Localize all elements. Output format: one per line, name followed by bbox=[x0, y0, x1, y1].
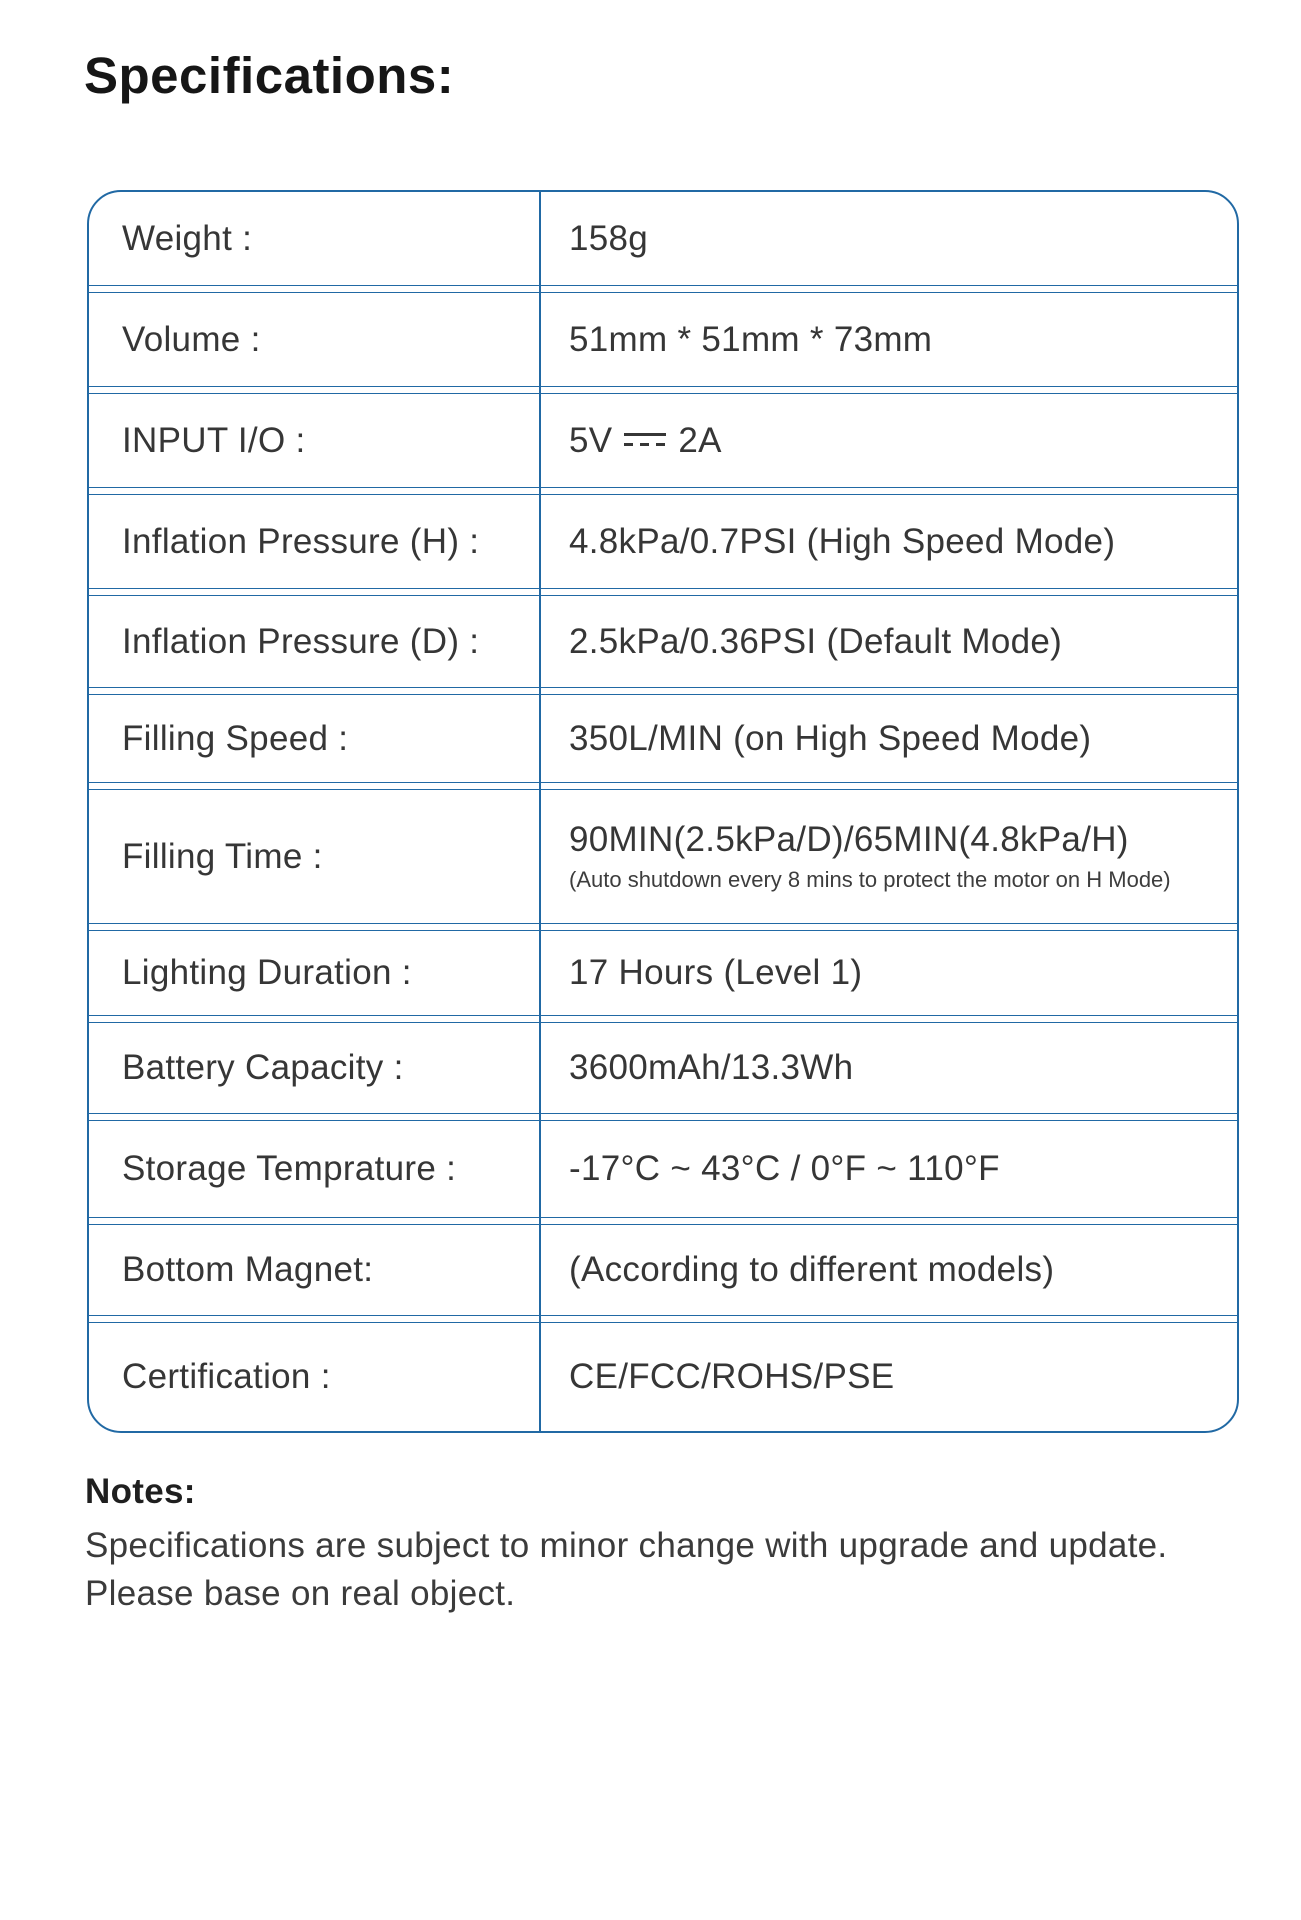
row-separator bbox=[89, 588, 1237, 596]
spec-value-text: CE/FCC/ROHS/PSE bbox=[569, 1357, 895, 1396]
row-separator bbox=[89, 1015, 1237, 1023]
spec-label: Volume : bbox=[122, 319, 261, 359]
spec-value-text: 2.5kPa/0.36PSI (Default Mode) bbox=[569, 621, 1063, 661]
dc-current-icon bbox=[624, 433, 666, 447]
spec-label: Filling Speed : bbox=[122, 718, 349, 758]
spec-value-note: (Auto shutdown every 8 mins to protect the motor on H Mode) bbox=[569, 867, 1171, 892]
table-row bbox=[89, 293, 1237, 386]
row-separator bbox=[89, 1315, 1237, 1323]
page-title: Specifications: bbox=[84, 47, 455, 104]
spec-value bbox=[539, 596, 1237, 687]
row-separator bbox=[89, 487, 1237, 495]
spec-table bbox=[87, 190, 1239, 1433]
spec-table-rows bbox=[89, 192, 1237, 1431]
spec-label: Storage Temprature : bbox=[122, 1149, 457, 1188]
spec-value bbox=[539, 1023, 1237, 1113]
spec-value-text: 3600mAh/13.3Wh bbox=[569, 1048, 854, 1087]
row-separator bbox=[89, 1113, 1237, 1121]
spec-value bbox=[539, 1225, 1237, 1315]
spec-value bbox=[539, 495, 1237, 588]
table-row bbox=[89, 1323, 1237, 1431]
spec-label: Weight : bbox=[122, 218, 253, 258]
spec-value-text: 17 Hours (Level 1) bbox=[569, 953, 863, 992]
spec-value bbox=[539, 695, 1237, 782]
row-separator bbox=[89, 386, 1237, 394]
spec-label: Battery Capacity : bbox=[122, 1048, 404, 1087]
spec-value bbox=[539, 1121, 1237, 1217]
row-separator bbox=[89, 1217, 1237, 1225]
table-row bbox=[89, 1121, 1237, 1217]
spec-label: Lighting Duration : bbox=[122, 953, 412, 992]
column-divider bbox=[539, 192, 541, 1431]
spec-value bbox=[539, 394, 1237, 487]
spec-value-text: 5V 2A bbox=[569, 420, 722, 460]
spec-value-text: 90MIN(2.5kPa/D)/65MIN(4.8kPa/H) bbox=[569, 820, 1129, 859]
spec-label: INPUT I/O : bbox=[122, 420, 306, 460]
spec-value bbox=[539, 790, 1237, 923]
spec-label: Inflation Pressure (D) : bbox=[122, 621, 480, 661]
spec-value-text: -17°C ~ 43°C / 0°F ~ 110°F bbox=[569, 1149, 1000, 1188]
spec-value-text: 350L/MIN (on High Speed Mode) bbox=[569, 718, 1092, 758]
spec-label: Bottom Magnet: bbox=[122, 1250, 374, 1289]
table-row bbox=[89, 931, 1237, 1015]
spec-value bbox=[539, 192, 1237, 285]
notes-section bbox=[85, 1472, 1215, 1618]
table-row bbox=[89, 695, 1237, 782]
row-separator bbox=[89, 285, 1237, 293]
table-row bbox=[89, 1225, 1237, 1315]
spec-label: Inflation Pressure (H) : bbox=[122, 521, 480, 561]
spec-value-text: (According to different models) bbox=[569, 1250, 1055, 1289]
table-row bbox=[89, 790, 1237, 923]
table-row bbox=[89, 394, 1237, 487]
row-separator bbox=[89, 923, 1237, 931]
spec-value-text: 158g bbox=[569, 218, 649, 258]
spec-value bbox=[539, 293, 1237, 386]
row-separator bbox=[89, 782, 1237, 790]
spec-value bbox=[539, 1323, 1237, 1431]
table-row bbox=[89, 192, 1237, 285]
table-row bbox=[89, 495, 1237, 588]
table-row bbox=[89, 596, 1237, 687]
spec-value bbox=[539, 931, 1237, 1015]
notes-heading: Notes: bbox=[85, 1472, 196, 1511]
row-separator bbox=[89, 687, 1237, 695]
notes-body: Specifications are subject to minor change with upgrade and update. Please base on real object. bbox=[85, 1526, 1168, 1613]
spec-label: Certification : bbox=[122, 1357, 331, 1396]
table-row bbox=[89, 1023, 1237, 1113]
spec-label: Filling Time : bbox=[122, 836, 323, 876]
spec-value-text: 4.8kPa/0.7PSI (High Speed Mode) bbox=[569, 521, 1116, 561]
spec-value-text: 51mm * 51mm * 73mm bbox=[569, 319, 933, 359]
